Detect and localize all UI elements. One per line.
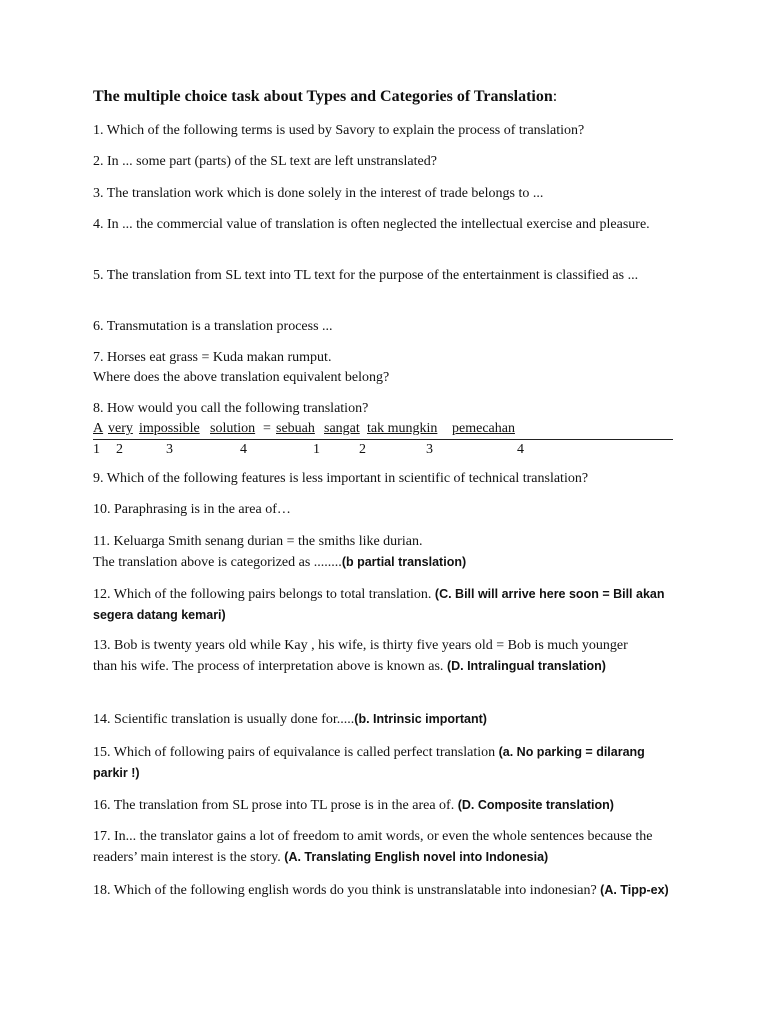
word-number: 1 <box>93 442 100 457</box>
word-pemecahan: pemecahan <box>452 421 515 436</box>
word-a: A <box>93 421 104 436</box>
word-number: 2 <box>116 442 123 457</box>
question-6: 6. Transmutation is a translation process ... <box>93 319 333 334</box>
question-11 <box>93 532 683 573</box>
word-solution: solution <box>210 421 256 436</box>
word-number: 2 <box>359 442 366 457</box>
question-10: 10. Paraphrasing is in the area of… <box>93 502 291 517</box>
question-4: 4. In ... the commercial value of translation is often neglected the intellectual exercise and pleasure. <box>93 217 650 232</box>
page-title <box>93 88 557 106</box>
word-impossible: impossible <box>139 421 200 436</box>
question-2: 2. In ... some part (parts) of the SL text are left unstranslated? <box>93 154 437 169</box>
answer-text: (a. No parking = dilarang parkir !) <box>93 745 645 780</box>
question-18: 18. Which of the following english words do you think is unstranslatable into indonesian? (A. Tipp-ex) <box>93 883 669 898</box>
answer-text: (b. Intrinsic important) <box>354 712 487 726</box>
question-14: 14. Scientific translation is usually done for.....(b. Intrinsic important) <box>93 712 487 727</box>
question-15: 15. Which of following pairs of equivalance is called perfect translation (a. No parking = dilarang parkir !) <box>93 745 645 780</box>
question-17: 17. In... the translator gains a lot of freedom to amit words, or even the whole sentences because the readers’ main interest is the story. (A. Translating English novel into Indonesia) <box>93 829 653 865</box>
question-1: 1. Which of the following terms is used by Savory to explain the process of translation? <box>93 123 585 138</box>
question-5: 5. The translation from SL text into TL text for the purpose of the entertainment is classified as ... <box>93 268 639 283</box>
question-7 <box>93 348 683 388</box>
question-7-line-2: Where does the above translation equivalent belong? <box>93 370 390 385</box>
question-7-line-1: 7. Horses eat grass = Kuda makan rumput. <box>93 350 332 365</box>
translation-words-row <box>93 419 673 440</box>
question-12: 12. Which of the following pairs belongs to total translation. (C. Bill will arrive here soon = Bill akan segera datang kemari) <box>93 587 665 622</box>
answer-text: (A. Translating English novel into Indonesia) <box>284 850 549 864</box>
word-tak-mungkin: tak mungkin <box>367 421 438 436</box>
word-number: 1 <box>313 442 320 457</box>
word-number: 4 <box>240 442 247 457</box>
answer-text: (C. Bill will arrive here soon = Bill akan segera datang kemari) <box>93 587 665 622</box>
answer-text: (D. Composite translation) <box>457 798 614 812</box>
answer-text: (A. Tipp-ex) <box>600 883 669 897</box>
question-9: 9. Which of the following features is less important in scientific of technical translation? <box>93 471 589 486</box>
word-number: 3 <box>166 442 173 457</box>
word-sebuah: sebuah <box>276 421 315 436</box>
word-equals: = <box>263 421 271 436</box>
word-number: 3 <box>426 442 433 457</box>
question-3: 3. The translation work which is done solely in the interest of trade belongs to ... <box>93 186 544 201</box>
word-very: very <box>108 421 133 436</box>
title-colon: : <box>552 88 558 105</box>
word-sangat: sangat <box>324 421 360 436</box>
word-number: 4 <box>517 442 524 457</box>
title-text: The multiple choice task about Types and Categories of Translation <box>93 88 553 105</box>
question-11-line-1: 11. Keluarga Smith senang durian = the smiths like durian. <box>93 534 423 549</box>
word-numbers-row <box>93 440 693 460</box>
answer-text: (D. Intralingual translation) <box>446 659 606 673</box>
question-13: 13. Bob is twenty years old while Kay , his wife, is thirty five years old = Bob is much younger than his wife. The process of interpretation above is known as. (D. Intralingual translation) <box>93 638 628 674</box>
question-11-line-2: The translation above is categorized as ........ <box>93 555 342 570</box>
answer-text: (b partial translation) <box>341 555 467 569</box>
question-8-prompt: 8. How would you call the following translation? <box>93 401 369 416</box>
question-8 <box>93 399 693 460</box>
question-16: 16. The translation from SL prose into TL prose is in the area of. (D. Composite translation) <box>93 798 614 813</box>
